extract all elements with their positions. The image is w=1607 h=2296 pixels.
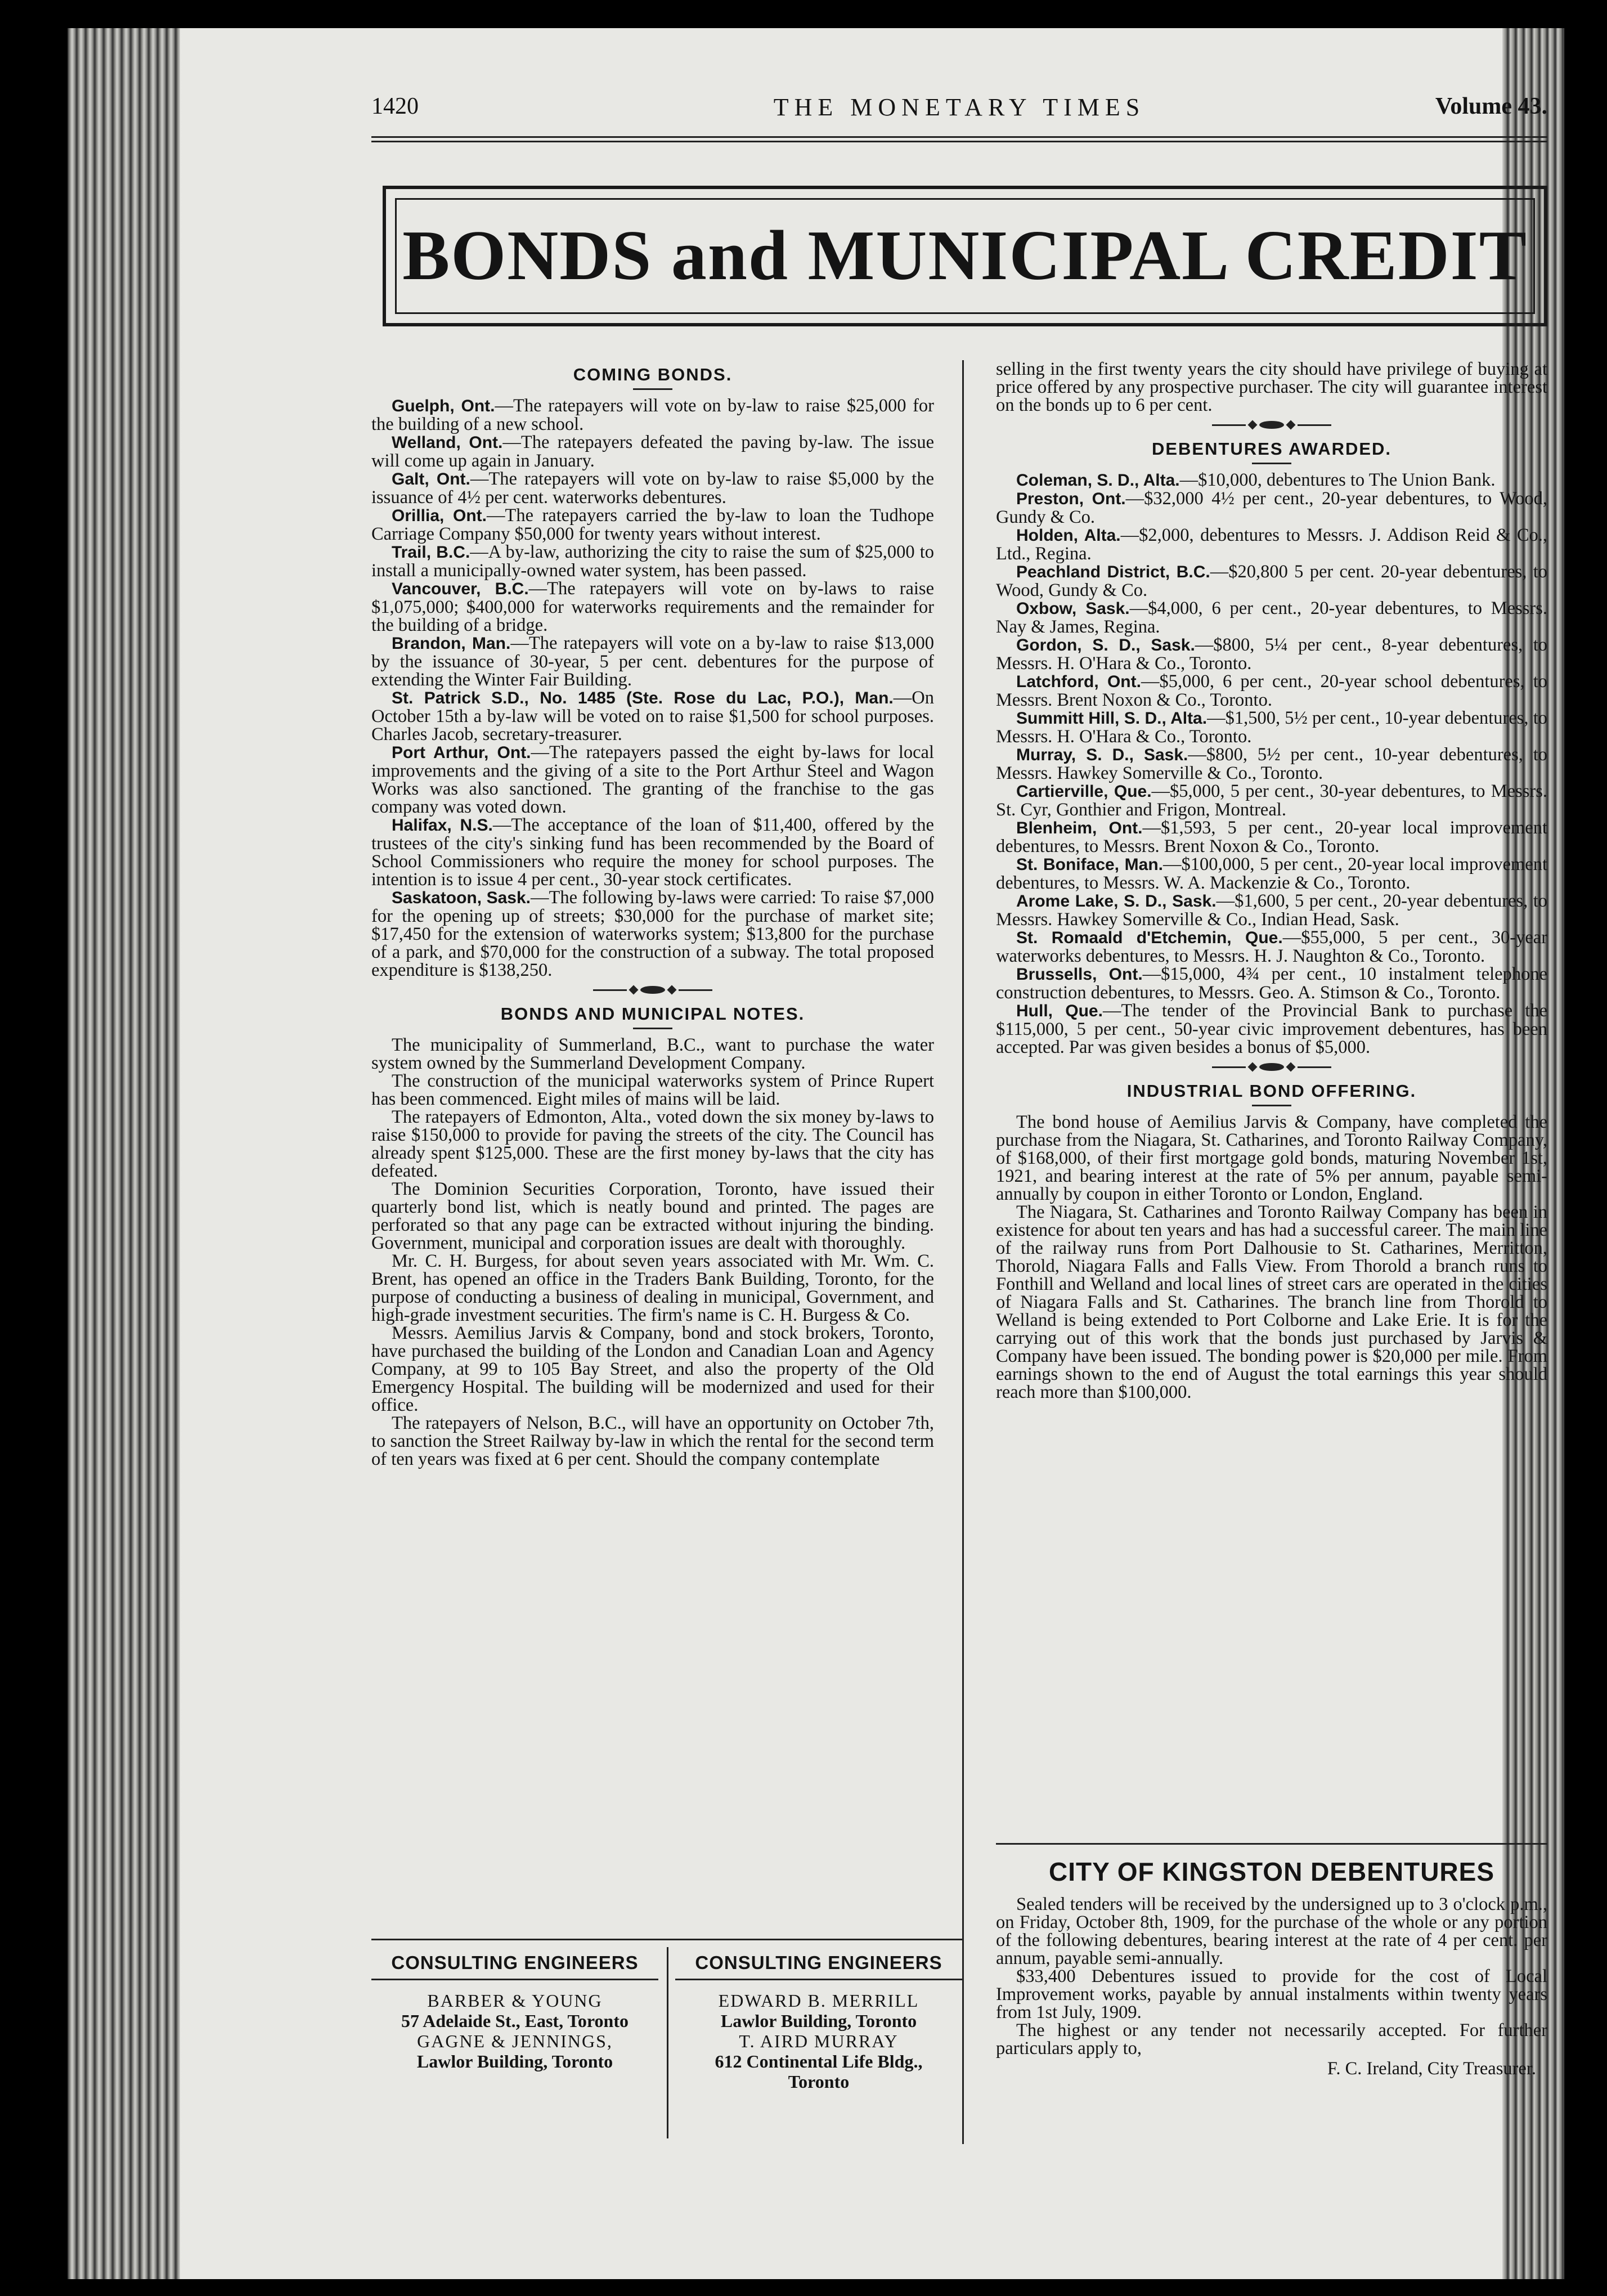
header-rule	[371, 141, 1547, 142]
coming-bond-item	[371, 506, 934, 543]
volume-label: Volume 43.	[1435, 93, 1547, 119]
kingston-notice	[996, 1857, 1547, 2079]
item-text: —The ratepayers defeated the paving by-law. The issue will come up again in January.	[371, 432, 934, 471]
place-name: Trail, B.C.	[392, 543, 470, 562]
kingston-paragraph: $33,400 Debentures issued to provide for the cost of Local Improvement works, payable by annual instalments within twenty years from 1st July, 1909.	[996, 1966, 1547, 2023]
firm-address: Lawlor Building, Toronto	[416, 2051, 613, 2071]
item-text: —The ratepayers will vote on by-laws to raise $1,075,000; $400,000 for waterworks requirements and the remainder for the building of a bridge.	[371, 579, 934, 635]
firm-address: Lawlor Building, Toronto	[720, 2011, 917, 2031]
item-text: —$1,500, 5½ per cent., 10-year debentures, to Messrs. H. O'Hara & Co., Toronto.	[996, 708, 1547, 747]
item-text: —The ratepayers passed the eight by-laws for local improvements and the giving of a site to the Port Arthur Steel and Wagon Works was also sanctioned. The granting of the franchise to the gas company was voted down.	[371, 742, 934, 817]
coming-bond-item	[371, 580, 934, 634]
column-divider	[962, 360, 964, 2144]
firm-name: T. AIRD MURRAY	[739, 2031, 899, 2051]
section-ornament	[996, 1063, 1547, 1071]
awarded-item	[996, 471, 1547, 490]
kingston-rule	[996, 1843, 1547, 1845]
banner-inner-frame	[395, 198, 1535, 314]
coming-bond-item	[371, 543, 934, 580]
item-text: —The acceptance of the loan of $11,400, offered by the trustees of the city's sinking fund has been recommended by the Board of School Commissioners who require the money for school purposes. The intention is to issue 4 per cent., 30-year stock certificates.	[371, 815, 934, 890]
awarded-item	[996, 709, 1547, 746]
place-name: Summitt Hill, S. D., Alta.	[1016, 709, 1208, 728]
item-text: —A by-law, authorizing the city to raise the sum of $25,000 to install a municipally-owned water system, has been passed.	[371, 542, 934, 581]
item-text: —$1,600, 5 per cent., 20-year debentures, to Messrs. Hawkey Somerville & Co., Indian Head, Sask.	[996, 891, 1547, 930]
coming-bond-item	[371, 816, 934, 889]
page-number: 1420	[371, 93, 419, 119]
page-content	[293, 28, 1547, 2279]
place-name: Arome Lake, S. D., Sask.	[1016, 892, 1217, 911]
note-paragraph: The Dominion Securities Corporation, Toronto, have issued their quarterly bond list, which is neatly bound and printed. The pages are perforated so that any page can be extracted without injuring the binding. Government, municipal and corporation issues are dealt with thoroughly.	[371, 1179, 934, 1253]
coming-bonds-list	[371, 397, 934, 979]
place-name: Port Arthur, Ont.	[392, 743, 531, 762]
magazine-title: THE MONETARY TIMES	[773, 93, 1146, 121]
kingston-paragraph: The highest or any tender not necessarily accepted. For further particulars apply to,	[996, 2020, 1547, 2059]
place-name: St. Patrick S.D., No. 1485 (Ste. Rose du Lac, P.O.), Man.	[392, 689, 894, 707]
item-text: —$800, 5¼ per cent., 8-year debentures, to Messrs. H. O'Hara & Co., Toronto.	[996, 635, 1547, 674]
kingston-heading: CITY OF KINGSTON DEBENTURES	[1048, 1857, 1495, 1886]
item-text: —$4,000, 6 per cent., 20-year debentures, to Messrs. Nay & James, Regina.	[996, 598, 1547, 637]
place-name: Brandon, Man.	[392, 634, 511, 653]
place-name: Murray, S. D., Sask.	[1016, 746, 1188, 764]
awarded-item	[996, 526, 1547, 563]
awarded-item	[996, 746, 1547, 782]
continued-paragraph: selling in the first twenty years the city should have privilege of buying at price offered by any prospective purchaser. The city will guarantee interest on the bonds up to 6 per cent.	[996, 359, 1547, 415]
heading-rule	[1252, 1105, 1291, 1106]
item-text: —The ratepayers will vote on a by-law to raise $13,000 by the issuance of 30-year, 5 per cent. debentures for the purpose of extending the Winter Fair Building.	[371, 633, 934, 690]
awarded-item	[996, 929, 1547, 965]
place-name: St. Boniface, Man.	[1016, 855, 1164, 874]
item-text: —The following by-laws were carried: To raise $7,000 for the opening up of streets; $30,000 for the purchase of market site; $17,450 for the extension of waterworks system; $13,800 for the purchase of a park, and $70,000 for the construction of a subway. The total proposed expenditure is $138,250.	[371, 887, 934, 980]
awarded-item	[996, 965, 1547, 1002]
item-text: —$2,000, debentures to Messrs. J. Addison Reid & Co., Ltd., Regina.	[996, 525, 1547, 564]
banner-title: BONDS and MUNICIPAL CREDIT	[402, 217, 1528, 295]
place-name: Galt, Ont.	[392, 470, 470, 488]
engineer-card	[371, 1953, 658, 2071]
firm-address: Toronto	[788, 2071, 850, 2092]
note-paragraph: The municipality of Summerland, B.C., want to purchase the water system owned by the Summerland Development Company.	[371, 1035, 934, 1073]
note-paragraph: The ratepayers of Edmonton, Alta., voted down the six money by-laws to raise $150,000 to provide for paving the streets of the city. The Council has already spent $125,000. These are the first money by-laws that the city has defeated.	[371, 1107, 934, 1181]
coming-bond-item	[371, 634, 934, 689]
item-text: —The ratepayers will vote on by-law to raise $5,000 by the issuance of 4½ per cent. waterworks debentures.	[371, 469, 934, 508]
awarded-item	[996, 672, 1547, 709]
item-text: —The ratepayers carried the by-law to loan the Tudhope Carriage Company $50,000 for twenty years without interest.	[371, 505, 934, 544]
section-banner	[383, 186, 1547, 326]
awarded-item	[996, 892, 1547, 929]
coming-bond-item	[371, 433, 934, 470]
awarded-item	[996, 599, 1547, 636]
scanned-page	[68, 28, 1564, 2279]
awarded-item	[996, 490, 1547, 526]
place-name: Cartierville, Que.	[1016, 782, 1152, 801]
item-text: —The tender of the Provincial Bank to purchase the $115,000, 5 per cent., 50-year civic improvement debentures, has been accepted. Par was given besides a bonus of $5,000.	[996, 1001, 1547, 1057]
coming-bonds-heading: COMING BONDS.	[573, 365, 733, 384]
place-name: Peachland District, B.C.	[1016, 563, 1210, 581]
awarded-item	[996, 819, 1547, 855]
place-name: Brussells, Ont.	[1016, 965, 1143, 984]
place-name: Preston, Ont.	[1016, 490, 1126, 508]
firm-name: BARBER & YOUNG	[427, 1990, 603, 2011]
awarded-heading: DEBENTURES AWARDED.	[1151, 439, 1392, 459]
kingston-list	[996, 1895, 1547, 2057]
notes-heading: BONDS AND MUNICIPAL NOTES.	[500, 1004, 805, 1024]
header-rule	[371, 136, 1547, 138]
place-name: Saskatoon, Sask.	[392, 889, 531, 907]
industrial-heading: INDUSTRIAL BOND OFFERING.	[1126, 1081, 1417, 1101]
industrial-list	[996, 1113, 1547, 1401]
awarded-item	[996, 636, 1547, 672]
awarded-item	[996, 1002, 1547, 1056]
coming-bond-item	[371, 889, 934, 979]
note-paragraph: The construction of the municipal waterworks system of Prince Rupert has been commenced. Eight miles of mains will be laid.	[371, 1071, 934, 1109]
firm-name: GAGNE & JENNINGS,	[417, 2031, 613, 2051]
item-text: —$10,000, debentures to The Union Bank.	[1179, 470, 1496, 490]
place-name: Guelph, Ont.	[392, 397, 495, 415]
note-paragraph: Messrs. Aemilius Jarvis & Company, bond and stock brokers, Toronto, have purchased the building of the London and Canadian Loan and Agency Company, at 99 to 105 Bay Street, and also the property of the Old Emergency Hospital. The building will be modernized and used for their office.	[371, 1323, 934, 1415]
running-head	[371, 93, 1547, 132]
item-text: —$55,000, 5 per cent., 30-year waterworks debentures, to Messrs. H. J. Naughton & Co., Toronto.	[996, 927, 1547, 966]
item-text: —The ratepayers will vote on by-law to raise $25,000 for the building of a new school.	[371, 396, 934, 434]
item-text: —$5,000, 5 per cent., 30-year debentures, to Messrs. St. Cyr, Gonthier and Frigon, Montreal.	[996, 781, 1547, 820]
place-name: Blenheim, Ont.	[1016, 819, 1143, 837]
awarded-item	[996, 855, 1547, 892]
awarded-list	[996, 471, 1547, 1056]
item-text: —$20,800 5 per cent. 20-year debentures, to Wood, Gundy & Co.	[996, 562, 1547, 600]
card-divider	[667, 1947, 668, 2138]
industrial-paragraph: The Niagara, St. Catharines and Toronto Railway Company has been in existence for about ten years and has had a successful career. The main line of the railway runs from Port Dalhousie to St. Catharines, Merritton, Thorold, Niagara Falls and Falls View. From Thorold a branch runs to Fonthill and Welland and local lines of street cars are operated in the cities of Niagara Falls and St. Catharines. The branch line from Thorold to Welland is being extended to Port Colborne and Lake Erie. It is for the carrying out of this work that the bonds just purchased by Jarvis & Company have been issued. The bonding power is $20,000 per mile. From earnings shown to the end of August the total earnings this year should reach more than $100,000.	[996, 1202, 1547, 1402]
coming-bond-item	[371, 689, 934, 743]
place-name: Welland, Ont.	[392, 433, 503, 452]
awarded-item	[996, 782, 1547, 819]
firm-address: 612 Continental Life Bldg.,	[715, 2051, 923, 2071]
item-text: —On October 15th a by-law will be voted on to raise $1,500 for school purposes. Charles Jacob, secretary-treasurer.	[371, 688, 934, 745]
place-name: Gordon, S. D., Sask.	[1016, 636, 1195, 654]
item-text: —$5,000, 6 per cent., 20-year school debentures, to Messrs. Brent Noxon & Co., Toronto.	[996, 671, 1548, 710]
item-text: —$100,000, 5 per cent., 20-year local improvement debentures, to Messrs. W. A. Mackenzie & Co., Toronto.	[996, 854, 1547, 893]
firm-address: 57 Adelaide St., East, Toronto	[401, 2011, 629, 2031]
place-name: Coleman, S. D., Alta.	[1016, 471, 1180, 490]
cards-rule	[371, 1939, 962, 1940]
place-name: Oxbow, Sask.	[1016, 599, 1130, 618]
heading-rule	[633, 1028, 672, 1029]
right-column	[996, 360, 1547, 1401]
place-name: Halifax, N.S.	[392, 816, 493, 835]
industrial-paragraph: The bond house of Aemilius Jarvis & Company, have completed the purchase from the Niagara, St. Catharines, and Toronto Railway Company, of $168,000, of their first mortgage gold bonds, maturing November 1st, 1921, and bearing interest at the rate of 5% per annum, payable semi-annually by coupon in either Toronto or London, England.	[996, 1112, 1547, 1204]
item-text: —$1,593, 5 per cent., 20-year local improvement debentures, to Messrs. Brent Noxon & Co., Toronto.	[996, 818, 1548, 856]
card-heading: CONSULTING ENGINEERS	[371, 1953, 658, 1980]
place-name: St. Romaald d'Etchemin, Que.	[1016, 929, 1283, 947]
coming-bond-item	[371, 470, 934, 506]
heading-rule	[633, 388, 672, 390]
card-heading: CONSULTING ENGINEERS	[675, 1953, 962, 1980]
note-paragraph: The ratepayers of Nelson, B.C., will have an opportunity on October 7th, to sanction the Street Railway by-law in which the rental for the second term of ten years was fixed at 6 per cent. Should the company contemplate	[371, 1413, 934, 1469]
place-name: Vancouver, B.C.	[392, 580, 529, 598]
awarded-item	[996, 563, 1547, 599]
notes-list	[371, 1036, 934, 1468]
left-column	[371, 366, 934, 1468]
kingston-paragraph: Sealed tenders will be received by the undersigned up to 3 o'clock p.m., on Friday, October 8th, 1909, for the purchase of the whole or any portion of the following debentures, bearing interest at the rate of 4 per cent. per annum, payable semi-annually.	[996, 1894, 1547, 1968]
item-text: —$32,000 4½ per cent., 20-year debentures, to Wood, Gundy & Co.	[996, 488, 1547, 527]
book-spine	[68, 28, 180, 2279]
item-text: —$15,000, 4¾ per cent., 10 instalment telephone construction debentures, to Messrs. Geo. A. Stimson & Co., Toronto.	[996, 964, 1548, 1003]
section-ornament	[371, 986, 934, 994]
section-ornament	[996, 421, 1547, 429]
heading-rule	[1252, 463, 1291, 464]
coming-bond-item	[371, 743, 934, 816]
place-name: Holden, Alta.	[1016, 526, 1121, 545]
item-text: —$800, 5½ per cent., 10-year debentures, to Messrs. Hawkey Somerville & Co., Toronto.	[996, 745, 1547, 783]
place-name: Latchford, Ont.	[1016, 672, 1141, 691]
place-name: Orillia, Ont.	[392, 506, 487, 525]
note-paragraph: Mr. C. H. Burgess, for about seven years associated with Mr. Wm. C. Brent, has opened an office in the Traders Bank Building, Toronto, for the purpose of conducting a business of dealing in municipal, Government, and high-grade investment securities. The firm's name is C. H. Burgess & Co.	[371, 1251, 934, 1325]
place-name: Hull, Que.	[1016, 1002, 1103, 1020]
firm-name: EDWARD B. MERRILL	[718, 1990, 919, 2011]
kingston-signature: F. C. Ireland, City Treasurer.	[1327, 2059, 1536, 2079]
engineer-card	[675, 1953, 962, 2092]
coming-bond-item	[371, 397, 934, 433]
